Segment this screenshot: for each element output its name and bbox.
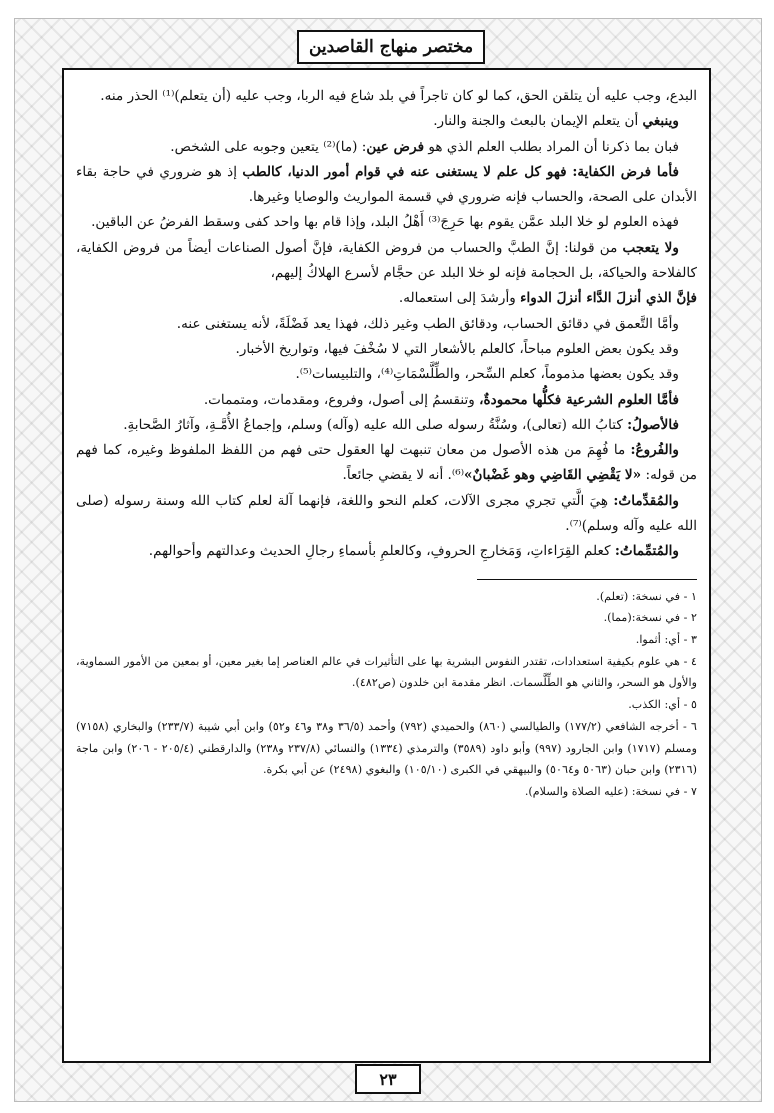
- running-header-title: مختصر منهاج القاصدين: [308, 37, 474, 57]
- paragraph: [76, 388, 697, 413]
- bold-run: وينبغي: [642, 113, 679, 130]
- text-run: وقد يكون بعضها مذموماً، كعلم السِّحر، والطِّلَّسْمَاتِ⁽⁴⁾، والتلبيسات⁽⁵⁾.: [295, 366, 679, 383]
- paragraph: [76, 84, 697, 109]
- text-run: البدع، وجب عليه أن يتلقن الحق، كما لو كان تاجراً في بلد شاع فيه الربا، وجب عليه (أن يتعلم)⁽¹⁾ الحذر منه.: [100, 88, 697, 104]
- body-text: [76, 84, 697, 565]
- paragraph: [76, 210, 697, 235]
- text-run: هِيَ الَّتي تجري مجرى الآلات، كعلم النحو واللغة، فإنهما آلة لعلم كتاب الله وسنة رسوله (صلى الله عليه وآله وسلم)⁽⁷⁾.: [76, 492, 697, 535]
- page-number-text: ٢٣: [379, 1069, 397, 1089]
- hadith-quote: «لا يَقْضِي القَاضِي وهو غَضْبانٌ»: [464, 467, 642, 484]
- text-run: كتابُ الله (تعالى)، وسُنَّةُ رسوله صلى الله عليه (وآله) وسلم، وإجماعُ الأُمَّـةِ، وآثارُ الصَّحابةِ.: [123, 416, 628, 433]
- footnote-separator: [477, 579, 697, 580]
- paragraph: [76, 135, 697, 160]
- paragraph: [76, 312, 697, 337]
- page-content: [62, 68, 711, 1063]
- footnote: ٦ - أخرجه الشافعي (١٧٧/٢) والطيالسي (٨٦٠) والحميدي (٧٩٢) وأحمد (٣٦/٥ و٣٨ و٤٦ و٥٢) وابن أبي شيبة (٢٣٣/٧) والبخاري (٧١٥٨) ومسلم (١٧١٧) وابن الجارود (٩٩٧) وأبو داود (٣٥٨٩) والترمذي (١٣٣٤) والنسائي (٢٣٧/٨ و٢٣٨) والدارقطني (٢٠٥/٤ - ٢٠٦) وابن ماجة (٢٣١٦) وابن حبان (٥٠٦٣ و٥٠٦٤) والبيهقي في الكبرى (١٠٥/١٠) والبغوي (٢٤٩٨) عن أبي بكرة.: [76, 719, 698, 777]
- bold-run: فرض عين: [366, 138, 425, 155]
- footnote: ٣ - أي: أثموا.: [635, 633, 697, 647]
- text-run: أن يتعلم الإيمان بالبعث والجنة والنار.: [433, 113, 643, 130]
- paragraph: [76, 362, 697, 387]
- bold-run: فإنَّ الذي أنزلَ الدَّاء أنزلَ الدواء: [520, 290, 697, 307]
- text-run: فبان بما ذكرنا أن المراد بطلب العلم الذي هو: [424, 138, 679, 155]
- text-run: وقد يكون بعض العلوم مباحاً، كالعلم بالأشعار التي لا سُخْفَ فيها، وتواريخ الأخبار.: [235, 340, 679, 357]
- bold-run: فأما فرض الكفاية: فهو كل علم لا يستغنى عنه في قوام أمور الدنيا، كالطب: [242, 163, 679, 180]
- footnote: ٢ - في نسخة:(مما).: [603, 611, 697, 625]
- text-run: وتنقسمُ إلى أصول، وفروع، ومقدمات، ومتممات.: [203, 391, 480, 408]
- paragraph: [76, 337, 697, 362]
- paragraph: [76, 438, 697, 489]
- footnote: ٥ - أي: الكذب.: [628, 698, 697, 712]
- bold-run: والمُقدِّماتُ:: [613, 492, 679, 509]
- bold-run: والمُتمِّماتُ:: [614, 543, 679, 560]
- paragraph: [76, 413, 697, 438]
- footnote: ٤ - هي علوم بكيفية استعدادات، تقتدر النفوس البشرية بها على التأثيرات في عالم العناصر إما بغير معين، أو بمعين من الأمور السماوية، والأول هو السحر، والثاني هو الطِّلَّسمات. انظر مقدمة ابن خلدون (ص٤٨٢).: [76, 654, 697, 690]
- running-header: [297, 30, 485, 64]
- paragraph: [76, 539, 697, 564]
- paragraph: [76, 489, 697, 540]
- paragraph: [76, 109, 697, 134]
- text-run: ⁽⁶⁾. أنه لا يقضي جائعاً.: [342, 467, 465, 484]
- footnotes: [76, 586, 697, 803]
- footnote: ٧ - في نسخة: (عليه الصلاة والسلام).: [524, 784, 697, 798]
- text-run: ما فُهِمَ من هذه الأصول من معان تنبهت لها العقول حتى فهم من اللفظ الملفوظ وغيره، كما فهم من قوله:: [76, 442, 697, 484]
- text-run: كعلم القِرَاءاتِ، وَمَخارجِ الحروفِ، وكالعلمِ بأسماءِ رجالِ الحديث وعدالتهم وأحوالهم.: [148, 543, 615, 560]
- bold-run: ولا يتعجب: [622, 239, 679, 256]
- text-run: من قولنا: إنَّ الطبَّ والحساب من فروض الكفاية، فإنَّ أصول الصناعات أيضاً من فروض الكفاية، كالفلاحة والحياكة، بل الحجامة فإنه لو خلا البلد عن حجَّام لأسرع الهلاكُ إليهم،: [76, 239, 697, 282]
- text-run: إذ هو ضروري في حاجة بقاء الأبدان على الصحة، والحساب فإنه ضروري في قسمة المواريث والوصايا وغيرها.: [76, 163, 697, 206]
- text-run: فهذه العلوم لو خلا البلد عمَّن يقوم بها حَرِجَ⁽³⁾ أَهْلُ البلد، وإذا قام بها واحد كفى وسقط الفرضُ عن الباقين.: [91, 214, 679, 231]
- bold-run: فالأصولُ:: [627, 416, 679, 433]
- paragraph: [76, 160, 697, 211]
- page-number: [355, 1064, 421, 1094]
- text-run: : (ما)⁽²⁾ يتعين وجوبه على الشخص.: [170, 138, 367, 155]
- bold-run: والفُروعُ:: [630, 442, 679, 459]
- text-run: وأمَّا التَّعمق في دقائق الحساب، ودقائق الطب وغير ذلك، فهذا يعد فَضْلَةً، لأنه يستغنى عنه.: [176, 315, 679, 332]
- paragraph: [76, 286, 697, 311]
- text-run: وأرشدَ إلى استعماله.: [398, 290, 521, 307]
- footnote: ١ - في نسخة: (تعلم).: [596, 589, 697, 603]
- paragraph: [76, 236, 697, 287]
- bold-run: فأمَّا العلوم الشرعية فكلُّها محمودةٌ،: [479, 391, 679, 408]
